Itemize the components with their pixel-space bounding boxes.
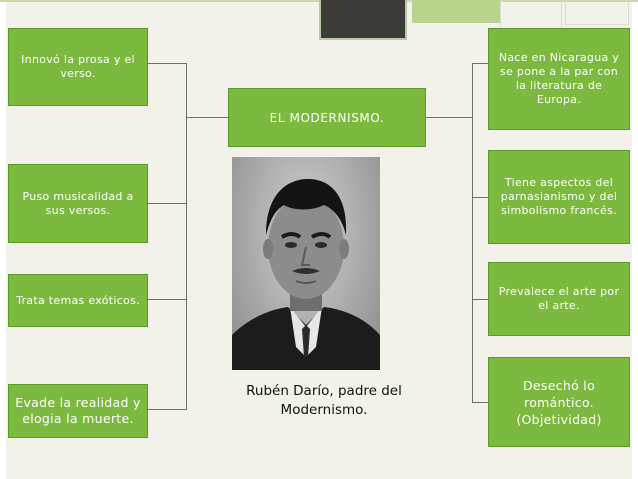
connector-line <box>472 299 488 300</box>
central-concept-box <box>228 88 426 147</box>
connector-line <box>186 117 228 118</box>
right-concept-box <box>488 262 630 336</box>
connector-line <box>472 63 473 403</box>
left-concept-label: Puso musicalidad a sus versos. <box>22 189 134 217</box>
right-concept-label: Prevalece el arte por el arte. <box>498 285 620 312</box>
portrait-drawing <box>232 157 380 370</box>
connector-line <box>472 63 488 64</box>
decorative-tile-outline <box>565 0 629 25</box>
left-concept-box <box>8 384 148 438</box>
connector-line <box>186 63 187 410</box>
connector-line <box>472 402 488 403</box>
right-concept-box <box>488 28 630 130</box>
connector-line <box>472 197 488 198</box>
decorative-tile-outline <box>500 0 562 29</box>
central-concept-label: EL MODERNISMO. <box>269 110 385 125</box>
left-concept-box <box>8 28 148 106</box>
left-concept-label: Trata temas exóticos. <box>16 293 140 307</box>
connector-line <box>148 299 186 300</box>
left-concept-box <box>8 274 148 327</box>
decorative-tile-dark <box>319 0 407 40</box>
connector-line <box>148 63 186 64</box>
right-concept-box <box>488 357 630 447</box>
portrait-photo <box>232 157 380 370</box>
right-concept-label: Desechó lo romántico. (Objetividad) <box>516 377 602 427</box>
left-concept-label: Innovó la prosa y el verso. <box>21 53 135 80</box>
connector-line <box>148 409 186 410</box>
right-concept-box <box>488 150 630 244</box>
right-concept-label: Nace en Nicaragua y se pone a la par con la literatura de Europa. <box>498 51 620 106</box>
left-concept-label: Evade la realidad y elogia la muerte. <box>15 395 141 426</box>
left-concept-box <box>8 164 148 243</box>
connector-line <box>148 203 186 204</box>
portrait-caption: Rubén Darío, padre del Modernismo. <box>246 383 402 418</box>
decorative-tile-green <box>412 0 500 23</box>
connector-line <box>426 117 472 118</box>
right-concept-label: Tiene aspectos del parnasianismo y del simbolismo francés. <box>500 176 618 217</box>
